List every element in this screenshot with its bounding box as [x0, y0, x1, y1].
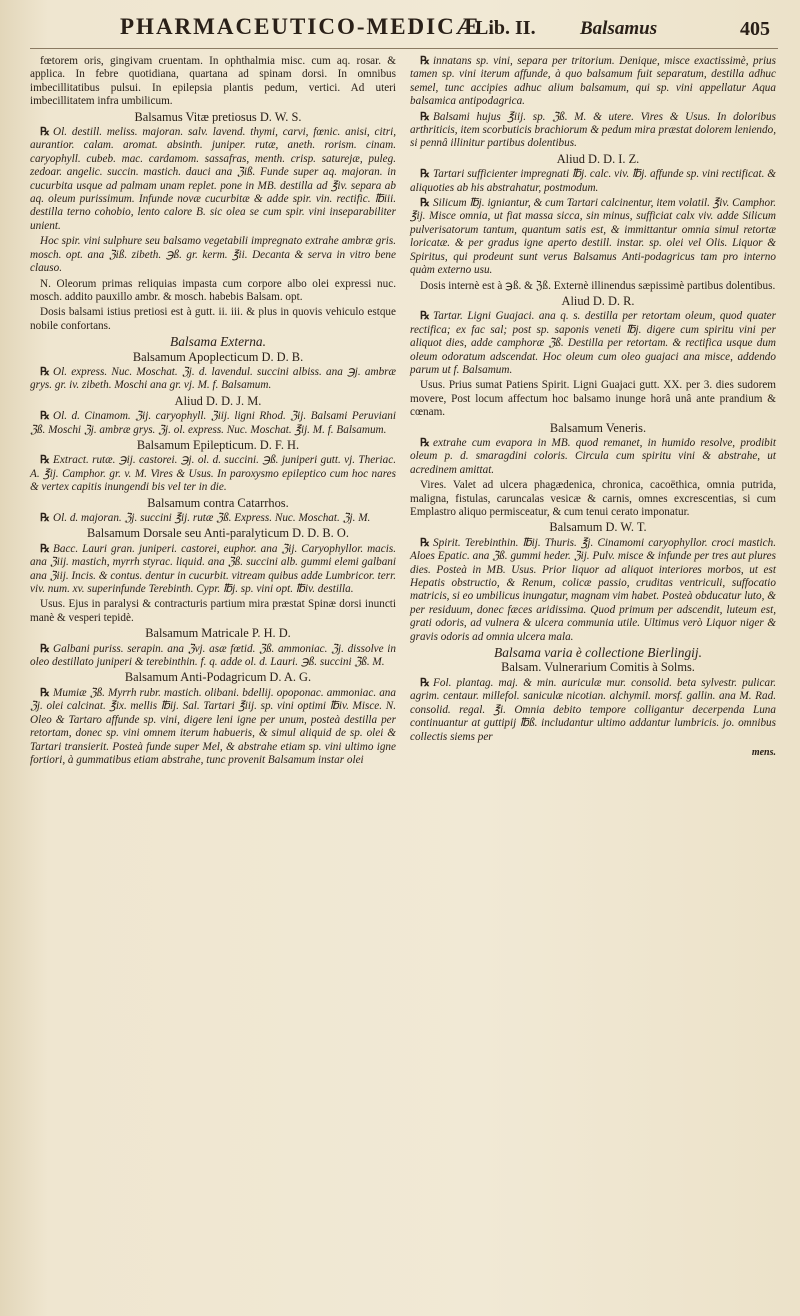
recipe-symbol: ℞: [420, 197, 431, 210]
recipe-text: ℞ innatans sp. vini, separa per tritorium. Denique, misce exactissimè, prius tamen sp. vini iterum affunde, à quo balsamum fuit separatum, destilla adhuc semel, tunc accipies adhuc alium balsamum, qui sp. vini appellatur Aqua balsamica antipodagrica.: [410, 55, 776, 108]
recipe-symbol: ℞: [40, 126, 51, 139]
recipe-symbol: ℞: [40, 642, 51, 655]
recipe-symbol: ℞: [40, 542, 51, 555]
recipe-symbol: ℞: [40, 454, 51, 467]
page-number: 405: [740, 18, 770, 40]
recipe-text: ℞ Tartari sufficienter impregnati ℔j. calc. viv. ℔j. affunde sp. vini rectificat. & aliquoties ab his abstrahatur, postmodum.: [410, 168, 776, 194]
text-columns: [30, 55, 778, 769]
paragraph: N. Oleorum primas reliquias impasta cum corpore albo olei expressi nuc. mosch. addito pauxillo ambr. & mosch. habebis Balsam. opt.: [30, 277, 396, 303]
recipe-symbol: ℞: [420, 310, 431, 323]
paragraph: fœtorem oris, gingivam cruentam. In ophthalmia misc. cum aq. rosar. & applica. In febre quotidiana, quartana ad spinam dorsi. In omnibus imbecillitatibus pulsui. In epilepsia plantis pedum, vertici. Ad uteri imbecillitatem infra umbilicum.: [30, 55, 396, 108]
section-heading: Balsamum Anti-Podagricum D. A. G.: [124, 670, 312, 685]
recipe-symbol: ℞: [420, 676, 431, 689]
recipe-text: ℞ Tartar. Ligni Guajaci. ana q. s. destilla per retortam oleum, quod quater rectifica; ex fac sal; post sp. saponis veneti ℔j. digere cum spiritu vini per aliquot dies, adde camphoræ ℨß. Destilla per retortam. & rectifica usque dum oleum odoratum adscendat. Hoc oleum cum oleo guajaci ana misce, addendo parum ut f. Balsamum.: [410, 310, 776, 376]
section-heading: Balsamus Vitæ pretiosus D. W. S.: [134, 109, 302, 124]
section-heading: Balsam. Vulnerarium Comitis à Solms.: [501, 660, 695, 675]
recipe-text: ℞ Mumiæ ℨß. Myrrh rubr. mastich. olibani. bdellij. opoponac. ammoniac. ana ℨj. olei calcinat. ℥ix. mellis ℔ij. Sal. Tartari ℥iij. sp. vini optimi ℔iv. Misce. N. Oleo & Tartaro affunde sp. vini, digere leni igne per unum, posteà destilla per retortam, donec sp. vini omnem iterum habueris, & simul aliquid de sp. olei & Tartari transierit. Posteà funde super Mel, & abstrahe etiam sp. vini ultimo igne fortiori, à gummatibus etiam abstrahe, tunc provenit Balsamum instar olei: [30, 686, 396, 766]
recipe-text: ℞ extrahe cum evapora in MB. quod remanet, in humido resolve, prodibit oleum p. d. smaragdini coloris. Circula cum spiritu vini & abstrahe, ut acredinem amittat.: [410, 436, 776, 476]
paragraph: Dosis balsami istius pretiosi est à gutt. ii. iii. & plus in quovis vehiculo estque nobile confortans.: [30, 306, 396, 332]
paragraph: Dosis internè est à ℈ß. & ℨß. Externè illinendus sæpissimè partibus dolentibus.: [420, 279, 776, 292]
recipe-symbol: ℞: [420, 168, 431, 181]
section-heading: Balsamum Dorsale seu Anti-paralyticum D. D. B. O.: [87, 526, 349, 541]
paragraph: Vires. Valet ad ulcera phagædenica, chronica, cacoëthica, omnia putrida, maligna, fistulas, caruncalas vesicæ & carnis, omnes excrescentias, si cum Emplastro aliquo permisceatur, & cum tenui cerato imponatur.: [410, 479, 776, 518]
recipe-symbol: ℞: [40, 512, 51, 524]
section-heading: Balsamum Apoplecticum D. D. B.: [132, 349, 304, 364]
running-topic: Balsamus: [580, 18, 658, 39]
recipe-text: ℞ Spirit. Terebinthin. ℔ij. Thuris. ℥j. Cinamomi caryophyllor. croci mastich. Aloes Epatic. ana ℨß. gummi heder. ℨij. Pulv. misce & infunde per tres aut plures dies. Posteà in MB. Usus. Prior liquor ad aliquot interiores morbos, ut est Hepatis obstructio, & Renum, colicæ passio, cruditas ventriculi, suffocatio matricis, si eo umbilicus inungatur, magnam vim habet. Posteà obducatur luto, & per residuum, donec fæces aridissima. Quod primum per adscendit, luteum est, grati odoris, ad vulnera & ulcera communia utile. Ultimus verò Liquor niger & gravis odoris ad omnia ulcera mala.: [410, 536, 776, 643]
recipe-symbol: ℞: [40, 686, 51, 699]
recipe-symbol: ℞: [420, 55, 431, 67]
book-number: Lib. II.: [475, 17, 536, 39]
section-heading: Balsamum Epilepticum. D. F. H.: [136, 437, 300, 452]
right-column: [410, 55, 776, 769]
catchword: mens.: [751, 746, 776, 758]
recipe-text: Hoc spir. vini sulphure seu balsamo vegetabili impregnato extrahe ambræ gris. mosch. opt. ana ℨiß. zibeth. ℈ß. gr. kerm. ℥ii. Decanta & serva in vitro bene clauso.: [30, 235, 396, 275]
section-heading: Balsamum D. W. T.: [549, 520, 647, 535]
recipe-text: ℞ Balsami hujus ℥iij. sp. ℨß. M. & utere. Vires & Usus. In doloribus arthriticis, item scorbuticis brachiorum & pedum mira præstat dolorem leniendo, si pennâ illinitur partibus dolentibus.: [410, 110, 776, 150]
recipe-text: ℞ Ol. express. Nuc. Moschat. ℨj. d. lavendul. succini albiss. ana ℈j. ambræ grys. gr. iv. zibeth. Moschi ana gr. vj. M. f. Balsamum.: [30, 365, 396, 392]
section-heading: Balsamum Veneris.: [549, 420, 647, 435]
recipe-text: ℞ Ol. destill. meliss. majoran. salv. lavend. thymi, carvi, fœnic. anisi, citri, aurantior. calam. aromat. absinth. juniper. rutæ, aneth. rorism. cinam. caryophyll. cubeb. mac. cardamom. sassafras, menth. crisp. saturejæ, puleg. zedoar. angelic. succin. mastich. dauci ana ℨiß. Funde super aq. majoran. in cucurbita usque ad palmam unam replet. pone in MB. destilla ad ℥iv. separa ab aq. oleum purissimum. Infunde novæ cucurbitæ & adde spir. vin. rectific. ℔iii. destilla terno cohobio, lento calore B. sic olea se cum spir. vini inseparabiliter unient.: [30, 126, 396, 232]
recipe-text: ℞ Galbani puriss. serapin. ana ℨvj. asæ fœtid. ℨß. ammoniac. ℨj. dissolve in oleo destillato juniperi & terebinthin. f. q. adde ol. d. Lauri. ℈ß. succini ℨß. M.: [30, 642, 396, 669]
section-heading: Aliud D. D. R.: [561, 293, 635, 308]
recipe-symbol: ℞: [420, 536, 431, 549]
paragraph: Usus. Ejus in paralysi & contracturis partium mira præstat Spinæ dorsi inuncti manè & vesperi tepidè.: [30, 598, 396, 624]
paragraph: Usus. Prius sumat Patiens Spirit. Ligni Guajaci gutt. XX. per 3. dies sudorem movere, Post locum affectum hoc balsamo inunge horâ unâ ante prandium & cœnam.: [410, 379, 776, 419]
recipe-symbol: ℞: [420, 436, 431, 449]
recipe-text: ℞ Fol. plantag. maj. & min. auriculæ mur. consolid. beta sylvestr. pulicar. agrim. centaur. millefol. saniculæ nicotian. alchymil. morsf. gallin. ana M. Rad. consolid. regal. ℥i. Omnia debito tempore colligantur decerpenda Luna continuantur at guttipij ℔ß. includantur ultimo addantur lumbricis. jo. omnibus collectis siems per: [410, 676, 776, 743]
page-header: [30, 14, 778, 49]
recipe-text: ℞ Bacc. Lauri gran. juniperi. castorei, euphor. ana ℨij. Caryophyllor. macis. ana ℨiij. mastich, myrrh styrac. liquid. ana ℨß. succini alb. gummi elemi galbani ana ℨiij. Incis. & contus. dentur in cucurbit. vitream quibus adde Lumbricor. terr. viv. num. xv. superinfunde Terebinth. Cypr. ℔j. sp. vini opt. ℔iv. destilla.: [30, 542, 396, 596]
left-column: [30, 55, 396, 769]
recipe-text: ℞ Extract. rutæ. ℈ij. castorei. ℈j. ol. d. succini. ℈ß. juniperi gutt. vj. Theriac. A. ℥ij. Camphor. gr. v. M. Vires & Usus. In paroxysmo epileptico cum hoc nares & vertex capitis inungendi bis vel ter in die.: [30, 454, 396, 494]
section-heading: Balsamum contra Catarrhos.: [147, 495, 289, 510]
section-title: Balsama Externa.: [170, 334, 266, 350]
recipe-symbol: ℞: [420, 110, 431, 123]
recipe-symbol: ℞: [40, 410, 51, 423]
section-heading: Aliud D. D. I. Z.: [556, 151, 640, 166]
recipe-text: ℞ Ol. d. Cinamom. ℨij. caryophyll. ℨiij. ligni Rhod. ℨij. Balsami Peruviani ℨß. Moschi ℨj. ambræ grys. ℨj. ol. express. Nuc. Moschat. ℥ij. M. f. Balsamum.: [30, 410, 396, 436]
recipe-text: ℞ Silicum ℔j. igniantur, & cum Tartari calcinentur, item volatil. ℥iv. Camphor. ℥ij. Misce omnia, ut fiat massa sicca, sin minus, sufficiat calx viv. adde Silicum pulverisatorum tantum, quantum satis est, & immittantur omnia simul retortæ loricatæ. & per gradus igne aperto destill. instar. sp. olei vel Olis. Liquor & Spiritus, qui prodeunt sunt verus Balsamus Anti-podagricus tam pro interno quàm externo usu.: [410, 197, 776, 277]
running-title: PHARMACEUTICO-MEDICÆ: [120, 14, 481, 39]
section-heading: Aliud D. D. J. M.: [174, 393, 262, 408]
recipe-text: ℞ Ol. d. majoran. ℨj. succini ℥ij. rutæ ℨß. Express. Nuc. Moschat. ℨj. M.: [40, 512, 371, 524]
recipe-symbol: ℞: [40, 365, 51, 378]
section-title: Balsama varia è collectione Bierlingij.: [494, 645, 702, 661]
section-heading: Balsamum Matricale P. H. D.: [145, 626, 291, 641]
